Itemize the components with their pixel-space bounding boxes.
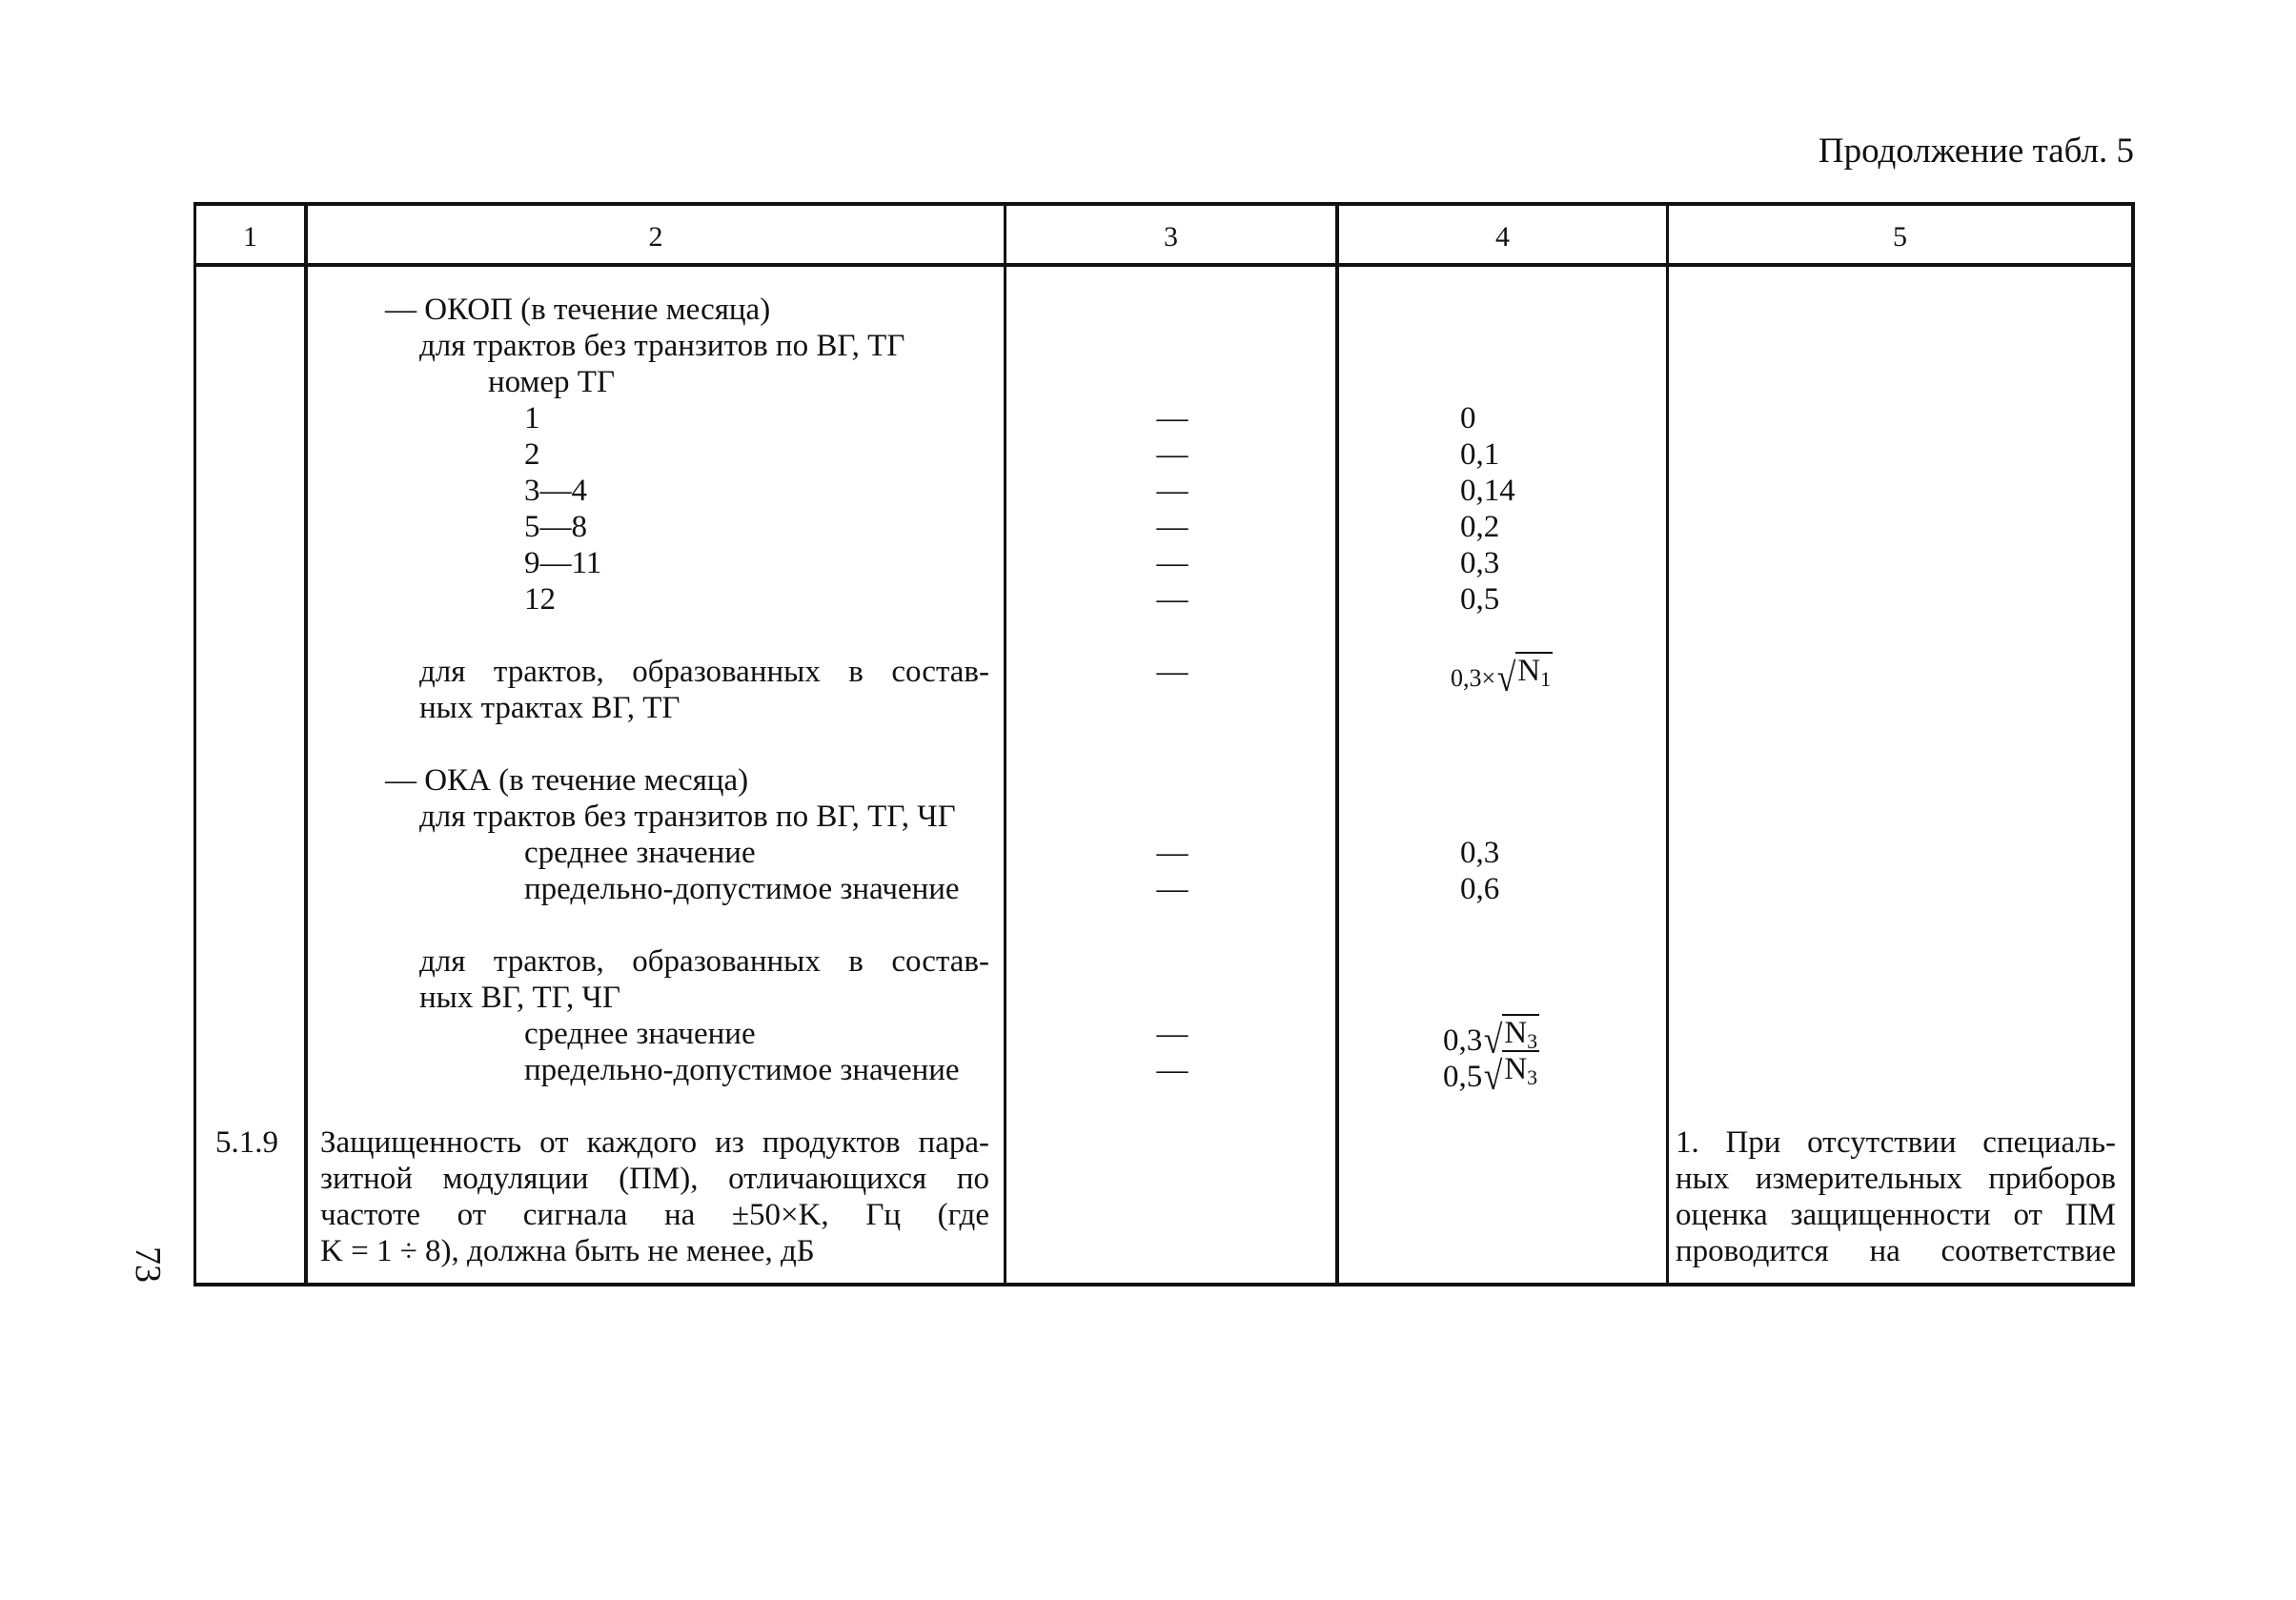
header-col-3: 3 [1164,221,1178,253]
okop-dash-4: — [1156,510,1189,544]
okop-value-5: 0,3 [1460,546,1500,580]
item-519-text-line-3: частоте от сигнала на ±50×K, Гц (где [320,1198,989,1232]
oka-composite-avg-prefix: 0,3 [1443,1023,1483,1058]
oka-subtitle: для трактов без транзитов по ВГ, ТГ, ЧГ [419,800,956,834]
sqrt-icon: √ [1496,657,1516,700]
okop-value-2: 0,1 [1460,437,1500,472]
header-col-2: 2 [648,221,663,253]
oka-composite-avg-radicand: N [1504,1016,1528,1050]
okop-dash-6: — [1156,582,1189,617]
table-right-border [2131,202,2135,1286]
table-bottom-border [193,1283,2134,1286]
item-519-note-line-1: 1. При отсутствии специаль- [1676,1125,2116,1160]
okop-value-6: 0,5 [1460,582,1500,617]
oka-max-dash: — [1156,872,1189,906]
item-519-note-line-2: ных измерительных приборов [1676,1162,2116,1196]
okop-group-label: номер ТГ [488,365,616,399]
header-bottom-border [193,263,2134,267]
okop-dash-3: — [1156,474,1189,508]
item-519-note-line-4: проводится на соответствие [1676,1234,2116,1268]
oka-composite-max-prefix: 0,5 [1443,1060,1483,1094]
okop-tg-2: 2 [524,437,540,472]
oka-composite-avg-subscript: 3 [1527,1029,1538,1053]
oka-composite-line-2: ных ВГ, ТГ, ЧГ [419,981,620,1015]
okop-composite-line-2: ных трактах ВГ, ТГ [419,691,681,725]
sqrt-icon: √ [1483,1055,1503,1099]
oka-composite-max-label: предельно-допустимое значение [524,1053,960,1087]
okop-value-3: 0,14 [1460,474,1515,508]
header-col-5: 5 [1893,221,1907,253]
okop-composite-prefix: 0,3× [1451,664,1496,692]
okop-composite-radicand: N [1517,654,1541,688]
col-divider-4 [1666,202,1669,1286]
oka-avg-label: среднее значение [524,836,756,870]
oka-composite-max-subscript: 3 [1527,1065,1538,1089]
page-number: 73 [128,1246,168,1283]
oka-avg-dash: — [1156,836,1189,870]
okop-tg-1: 1 [524,401,540,435]
okop-tg-4: 5—8 [524,510,587,544]
item-519-number: 5.1.9 [215,1125,278,1160]
oka-composite-line-1: для трактов, образованных в состав- [419,944,989,979]
okop-value-4: 0,2 [1460,510,1500,544]
okop-dash-1: — [1156,401,1189,435]
oka-max-value: 0,6 [1460,872,1500,906]
item-519-text-line-2: зитной модуляции (ПМ), отличающихся по [320,1162,989,1196]
oka-max-label: предельно-допустимое значение [524,872,960,906]
col-divider-2 [1004,202,1006,1286]
oka-composite-max-dash: — [1156,1053,1189,1087]
table-caption: Продолжение табл. 5 [1818,132,2134,171]
okop-composite-value [1451,652,1553,700]
okop-subtitle: для трактов без транзитов по ВГ, ТГ [419,329,905,363]
oka-title: — ОКА (в течение месяца) [385,763,749,798]
oka-composite-avg-label: среднее значение [524,1017,756,1051]
oka-composite-max-value [1443,1050,1539,1099]
item-519-text-line-1: Защищенность от каждого из продуктов пара- [320,1125,989,1160]
col-divider-3 [1335,202,1339,1286]
okop-composite-dash: — [1156,655,1189,689]
oka-composite-avg-dash: — [1156,1017,1189,1051]
okop-composite-line-1: для трактов, образованных в состав- [419,655,989,689]
header-col-4: 4 [1495,221,1510,253]
oka-avg-value: 0,3 [1460,836,1500,870]
header-col-1: 1 [243,221,257,253]
okop-tg-5: 9—11 [524,546,602,580]
okop-tg-6: 12 [524,582,556,617]
sqrt-icon: √ [1483,1019,1503,1063]
item-519-text-line-4: K = 1 ÷ 8), должна быть не менее, дБ [320,1234,815,1268]
okop-dash-5: — [1156,546,1189,580]
okop-dash-2: — [1156,437,1189,472]
oka-composite-max-radicand: N [1504,1052,1528,1086]
table-left-border [193,202,196,1286]
okop-composite-subscript: 1 [1540,667,1552,691]
okop-tg-3: 3—4 [524,474,587,508]
col-divider-1 [304,202,308,1286]
item-519-note-line-3: оценка защищенности от ПМ [1676,1198,2116,1232]
okop-title: — ОКОП (в течение месяца) [385,293,771,327]
table-top-border [193,202,2134,206]
okop-value-1: 0 [1460,401,1476,435]
